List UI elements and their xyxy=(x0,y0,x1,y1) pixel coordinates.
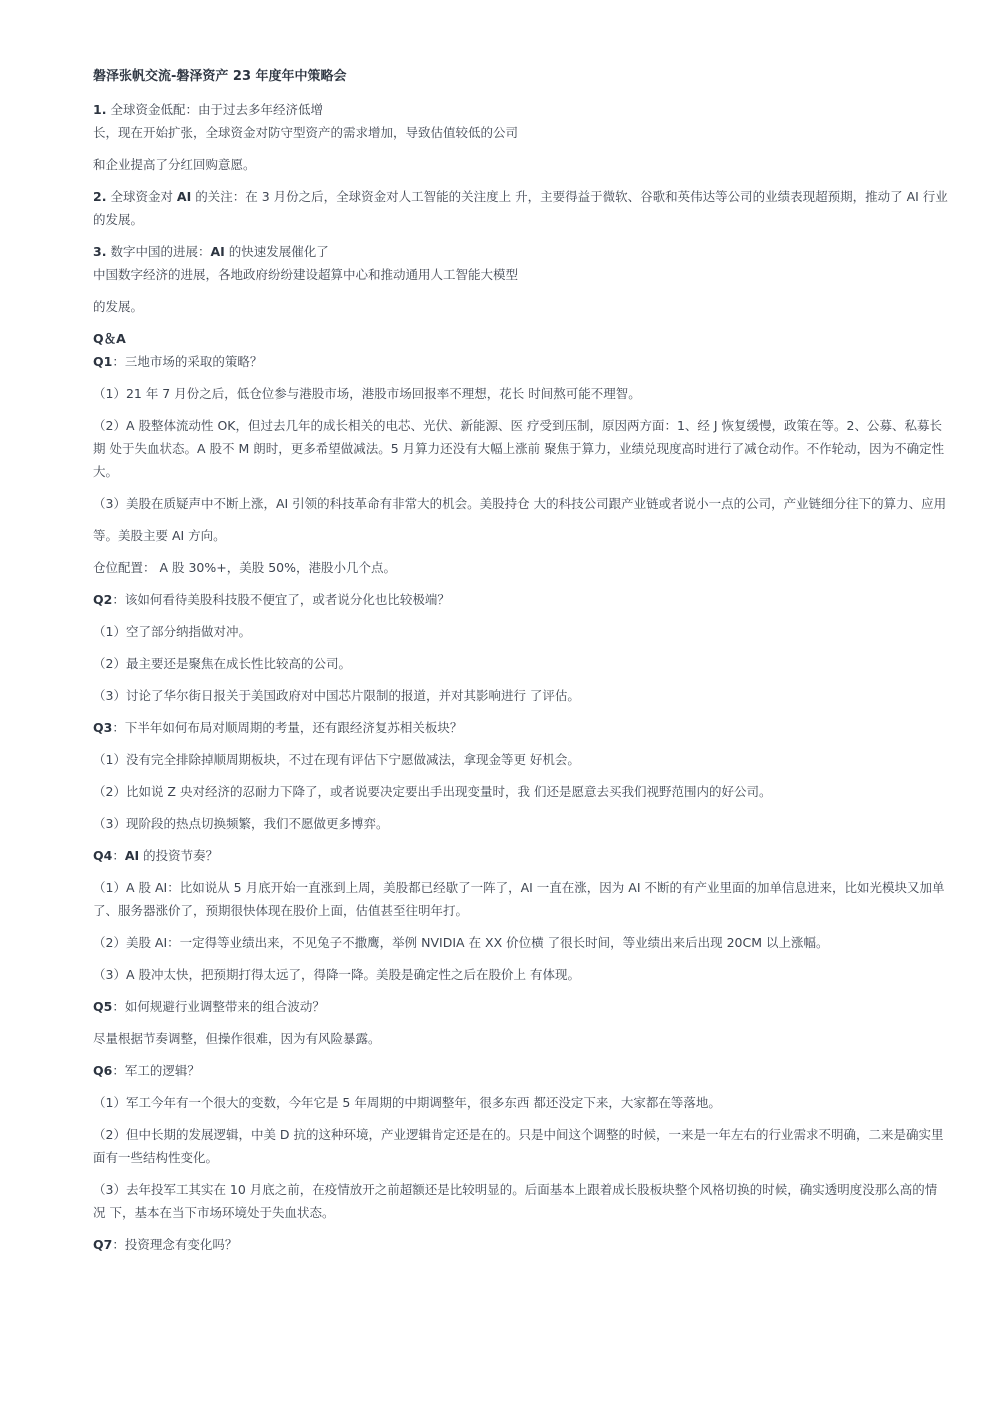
q2-answer-1: （1）空了部分纳指做对冲。 xyxy=(93,624,251,639)
question-4-pre: ： xyxy=(112,848,125,863)
point-3-pre: 数字中国的进展： xyxy=(110,244,211,259)
question-5 xyxy=(93,995,949,1018)
q5-answer-1: 尽量根据节奏调整，但操作很难，因为有风险暴露。 xyxy=(93,1031,381,1046)
question-6-text: ：军工的逻辑？ xyxy=(112,1063,200,1078)
q1-answer-3: （3）美股在质疑声中不断上涨，AI 引领的科技革命有非常大的机会。美股持仓 大的科技公司跟产业链或者说小一点的公司，产业链细分往下的算力、应用 xyxy=(93,496,947,511)
point-2-number: 2. xyxy=(93,189,107,204)
question-7 xyxy=(93,1233,949,1256)
point-3-line-3: 的发展。 xyxy=(93,299,144,314)
point-1-line-1 xyxy=(93,98,949,121)
q1-answer-5: 仓位配置： A 股 30%+，美股 50%，港股小几个点。 xyxy=(93,560,396,575)
q2-answer-2: （2）最主要还是聚焦在成长性比较高的公司。 xyxy=(93,656,351,671)
question-1-text: ：三地市场的采取的策略？ xyxy=(112,354,263,369)
point-1-number: 1. xyxy=(93,102,107,117)
q4-answer-3: （3）A 股冲太快，把预期打得太远了，得降一降。美股是确定性之后在股价上 有体现。 xyxy=(93,967,580,982)
question-7-label: Q7 xyxy=(93,1237,113,1252)
point-1-line-3: 和企业提高了分红回购意愿。 xyxy=(93,157,256,172)
question-5-text: ：如何规避行业调整带来的组合波动？ xyxy=(112,999,325,1014)
point-3-bold: AI xyxy=(210,244,225,259)
q1-answer-1: （1）21 年 7 月份之后，低仓位参与港股市场，港股市场回报率不理想，花长 时间熬可能不理智。 xyxy=(93,386,641,401)
question-4-bold: AI xyxy=(124,848,140,863)
q1-answer-4: 等。美股主要 AI 方向。 xyxy=(93,528,226,543)
point-1-line-2: 长，现在开始扩张，全球资金对防守型资产的需求增加，导致估值较低的公司 xyxy=(93,125,519,140)
question-2-label: Q2 xyxy=(93,592,113,607)
question-2-text: ：该如何看待美股科技股不便宜了，或者说分化也比较极端？ xyxy=(112,592,450,607)
q6-answer-3: （3）去年投军工其实在 10 月底之前，在疫情放开之前超额还是比较明显的。后面基本上跟着成长股板块整个风格切换的时候，确实透明度没那么高的情况 下，基本在当下市场环境处于失血状态。 xyxy=(93,1182,938,1220)
question-1 xyxy=(93,350,949,373)
point-2 xyxy=(93,185,949,231)
q6-answer-2: （2）但中长期的发展逻辑，中美 D 抗的这种环境，产业逻辑肯定还是在的。只是中间这个调整的时候，一来是一年左右的行业需求不明确，二来是确实里 面有一些结构性变化。 xyxy=(93,1127,944,1165)
point-2-post: 的关注：在 3 月份之后，全球资金对人工智能的关注度上 升，主要得益于微软、谷歌和英伟达等公司的业绩表现超预期，推动了 AI 行业 的发展。 xyxy=(93,189,948,227)
point-3-line-2: 中国数字经济的进展，各地政府纷纷建设超算中心和推动通用人工智能大模型 xyxy=(93,267,519,282)
question-3-label: Q3 xyxy=(93,720,113,735)
question-4-text: 的投资节奏？ xyxy=(139,848,219,863)
q3-answer-3: （3）现阶段的热点切换频繁，我们不愿做更多博弈。 xyxy=(93,816,389,831)
q2-answer-3: （3）讨论了华尔街日报关于美国政府对中国芯片限制的报道，并对其影响进行 了评估。 xyxy=(93,688,580,703)
qa-heading-text: Q＆A xyxy=(93,331,126,346)
question-4-label: Q4 xyxy=(93,848,113,863)
q1-answer-2: （2）A 股整体流动性 OK，但过去几年的成长相关的电芯、光伏、新能源、医 疗受到压制，原因两方面：1、经 J 恢复缓慢，政策在等。2、公募、私募长期 处于失血状态。A 股不 M 朗时，更多希望做减法。5 月算力还没有大幅上涨前 聚焦于算力，业绩兑现度高时进行了减仓动作。不作轮动，因为不确定性大。 xyxy=(93,418,945,479)
question-3-text: ：下半年如何布局对顺周期的考量，还有跟经济复苏相关板块？ xyxy=(112,720,463,735)
q6-answer-1: （1）军工今年有一个很大的变数，今年它是 5 年周期的中期调整年，很多东西 都还没定下来，大家都在等落地。 xyxy=(93,1095,721,1110)
point-2-pre: 全球资金对 xyxy=(110,189,177,204)
q3-answer-2: （2）比如说 Z 央对经济的忍耐力下降了，或者说要决定要出手出现变量时，我 们还是愿意去买我们视野范围内的好公司。 xyxy=(93,784,772,799)
point-3-line-1 xyxy=(93,240,949,263)
point-2-bold: AI xyxy=(176,189,192,204)
qa-heading xyxy=(93,327,949,350)
document-page xyxy=(93,66,949,1265)
point-3-post: 的快速发展催化了 xyxy=(224,244,329,259)
q4-answer-2: （2）美股 AI：一定得等业绩出来，不见兔子不撒鹰，举例 NVIDIA 在 XX 价位横 了很长时间，等业绩出来后出现 20CM 以上涨幅。 xyxy=(93,935,829,950)
question-1-label: Q1 xyxy=(93,354,113,369)
point-3-number: 3. xyxy=(93,244,107,259)
question-7-text: ：投资理念有变化吗？ xyxy=(112,1237,238,1252)
question-4 xyxy=(93,844,949,867)
q3-answer-1: （1）没有完全排除掉顺周期板块，不过在现有评估下宁愿做减法，拿现金等更 好机会。 xyxy=(93,752,580,767)
question-2 xyxy=(93,588,949,611)
point-1-text: 全球资金低配：由于过去多年经济低增 xyxy=(110,102,323,117)
question-6-label: Q6 xyxy=(93,1063,113,1078)
question-5-label: Q5 xyxy=(93,999,113,1014)
question-3 xyxy=(93,716,949,739)
q4-answer-1: （1）A 股 AI：比如说从 5 月底开始一直涨到上周，美股都已经歇了一阵了，AI 一直在涨，因为 AI 不断的有产业里面的加单信息进来，比如光模块又加单了、服务器涨价了，预期很快体现在股价上面，估值甚至往明年打。 xyxy=(93,880,945,918)
question-6 xyxy=(93,1059,949,1082)
document-title: 磐泽张帆交流-磐泽资产 23 年度年中策略会 xyxy=(93,69,347,84)
